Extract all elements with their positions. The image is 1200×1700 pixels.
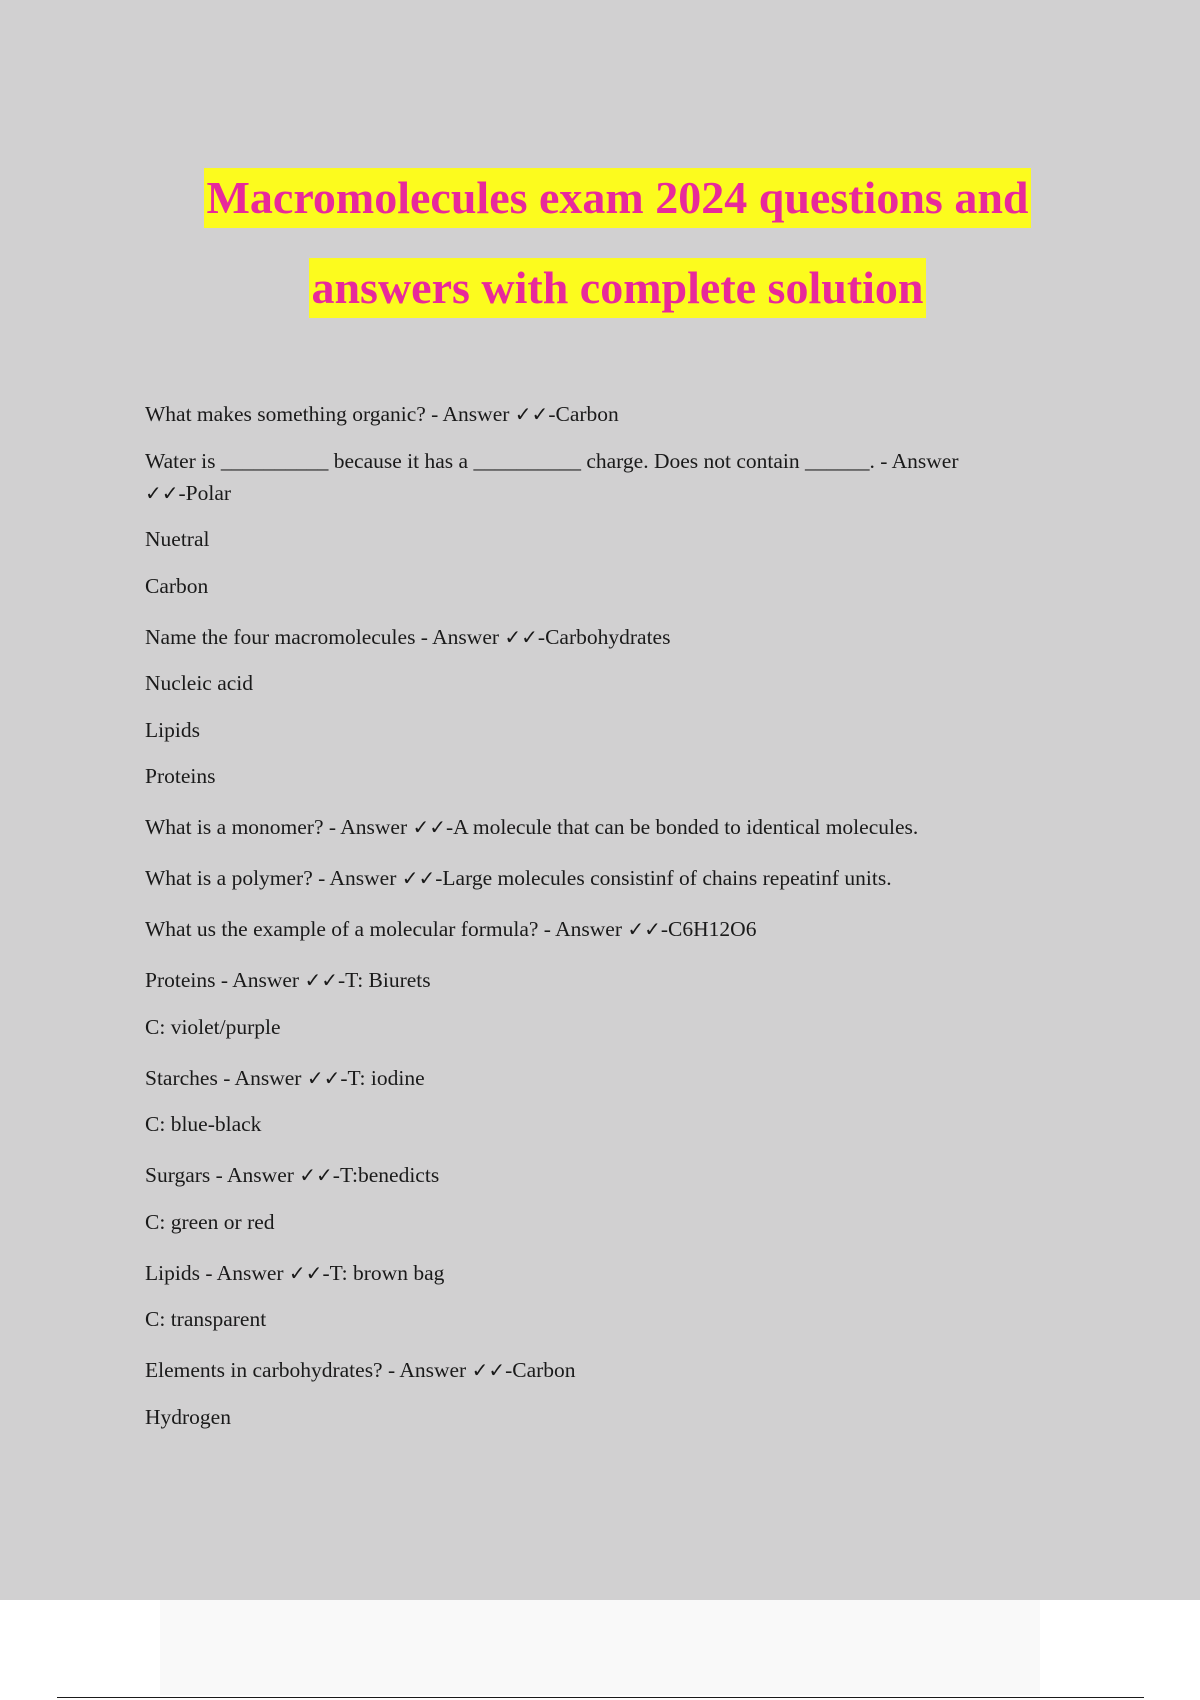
qa-line: What makes something organic? - Answer ✓✓-Carbon (145, 402, 619, 426)
document-title (0, 168, 1200, 318)
double-check-icon: ✓✓ (145, 480, 179, 505)
qa-line: Name the four macromolecules - Answer ✓✓-Carbohydrates (145, 624, 671, 649)
qa-line: Surgars - Answer ✓✓-T:benedicts (145, 1163, 440, 1187)
qa-line: Proteins (145, 764, 216, 788)
qa-line: C: transparent (145, 1307, 267, 1331)
qa-line: Water is __________ because it has a __________ charge. Does not contain ______. - Answer (145, 448, 959, 473)
qa-line: ✓✓-Polar (145, 480, 232, 505)
qa-line: Starches - Answer ✓✓-T: iodine (145, 1065, 425, 1090)
qa-line: What us the example of a molecular formula? - Answer ✓✓-C6H12O6 (145, 917, 757, 941)
double-check-icon: ✓✓ (627, 917, 661, 941)
qa-line: Elements in carbohydrates? - Answer ✓✓-Carbon (145, 1358, 576, 1382)
footer-divider (57, 1697, 1144, 1698)
double-check-icon: ✓✓ (471, 1358, 506, 1382)
qa-line: Carbon (145, 573, 209, 598)
qa-line: What is a polymer? - Answer ✓✓-Large molecules consistinf of chains repeatinf units. (145, 866, 892, 890)
qa-line: Proteins - Answer ✓✓-T: Biurets (145, 968, 431, 992)
title-line-2: answers with complete solution (309, 258, 925, 318)
double-check-icon: ✓✓ (504, 624, 538, 649)
title-line-1: Macromolecules exam 2024 questions and (204, 168, 1030, 228)
double-check-icon: ✓✓ (412, 815, 446, 839)
double-check-icon: ✓✓ (401, 866, 436, 890)
qa-line: C: blue-black (145, 1112, 262, 1136)
qa-line: Hydrogen (145, 1404, 231, 1429)
qa-line: Lipids (145, 717, 200, 742)
qa-line: C: violet/purple (145, 1014, 281, 1039)
double-check-icon: ✓✓ (288, 1260, 323, 1285)
qa-line: Nucleic acid (145, 671, 254, 695)
qa-line: Nuetral (145, 527, 210, 551)
footer-area (160, 1600, 1040, 1695)
qa-line: What is a monomer? - Answer ✓✓-A molecule that can be bonded to identical molecules. (145, 815, 919, 839)
qa-line: Lipids - Answer ✓✓-T: brown bag (145, 1260, 445, 1285)
double-check-icon: ✓✓ (514, 402, 549, 426)
double-check-icon: ✓✓ (304, 968, 338, 992)
qa-list (145, 398, 1070, 1433)
double-check-icon: ✓✓ (306, 1065, 341, 1090)
qa-line: C: green or red (145, 1209, 275, 1234)
double-check-icon: ✓✓ (299, 1163, 333, 1187)
